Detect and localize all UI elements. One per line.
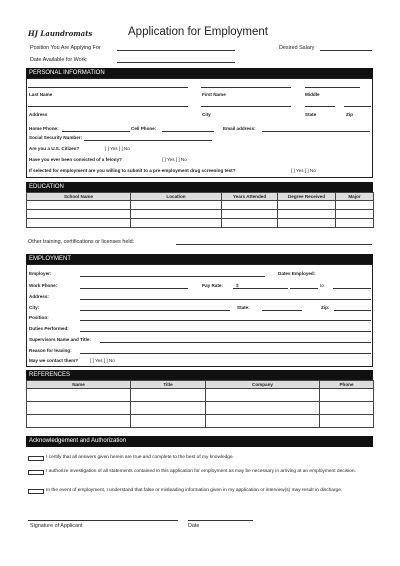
references-col-phone: Phone [320, 381, 374, 389]
felony-label: Have you ever been convicted of a felony? [29, 157, 122, 162]
emp-city-label: City: [29, 305, 40, 310]
dates-employed-label: Dates Employed: [278, 271, 316, 276]
address-label: Address [29, 112, 48, 117]
employment-heading: EMPLOYMENT [26, 254, 373, 264]
duties-field[interactable] [80, 331, 371, 332]
signature-field[interactable] [28, 520, 178, 521]
duties-label: Duties Performed: [29, 326, 69, 331]
home-phone-field[interactable] [62, 131, 130, 132]
last-name-label: Last Name [29, 92, 53, 97]
cell-phone-label: Cell Phone: [131, 126, 157, 131]
education-col-major: Major [336, 193, 374, 201]
position-held-field[interactable] [80, 320, 371, 321]
table-row[interactable] [27, 219, 374, 228]
emp-city-field[interactable] [80, 310, 230, 311]
employer-field[interactable] [80, 276, 265, 277]
education-table [26, 192, 374, 228]
zip-field[interactable] [344, 106, 371, 107]
first-name-label: First Name [202, 92, 226, 97]
references-col-name: Name [27, 381, 131, 389]
ssn-label: Social Security Number: [29, 135, 83, 140]
city-field[interactable] [201, 106, 291, 107]
pay-rate-dollar: $ [236, 283, 239, 288]
salary-label: Desired Salary [279, 45, 315, 51]
table-row[interactable] [27, 415, 374, 428]
address-field[interactable] [28, 106, 188, 107]
position-held-label: Position: [29, 315, 49, 320]
position-field[interactable] [117, 50, 235, 51]
company-logo: HJ Laundromats [28, 29, 93, 38]
date-label: Date [188, 523, 200, 529]
emp-address-label: Address: [29, 294, 49, 299]
zip-label: Zip [346, 112, 353, 117]
first-name-field[interactable] [201, 87, 291, 88]
position-label: Position You Are Applying For [30, 45, 101, 51]
contact-label: May we contact them? [29, 358, 79, 363]
education-col-years: Years Attended [222, 193, 278, 201]
drug-test-options[interactable]: [ ] Yes [ ] No [291, 168, 316, 173]
date-available-field[interactable] [117, 62, 235, 63]
middle-field[interactable] [305, 87, 360, 88]
other-training-label: Other training, certifications or licenses held: [28, 239, 135, 245]
pay-rate-field[interactable] [233, 288, 288, 289]
signature-label: Signature of Applicant [30, 523, 83, 529]
dates-from-field[interactable] [290, 288, 318, 289]
education-col-location: Location [131, 193, 222, 201]
personal-info-frame [26, 78, 373, 178]
education-col-degree: Degree Received [278, 193, 336, 201]
table-row[interactable] [27, 389, 374, 402]
emp-zip-field[interactable] [334, 310, 371, 311]
page-title: Application for Employment [128, 26, 268, 38]
state-field[interactable] [305, 106, 335, 107]
date-field[interactable] [188, 520, 253, 521]
salary-field[interactable] [320, 50, 372, 51]
other-training-field[interactable] [176, 244, 372, 245]
employer-label: Employer: [29, 271, 52, 276]
citizen-options[interactable]: [ ] Yes [ ] No [105, 146, 130, 151]
personal-info-heading: PERSONAL INFORMATION [26, 68, 373, 78]
date-available-label: Date Available for Work: [30, 57, 88, 63]
emp-address-field[interactable] [80, 299, 371, 300]
cell-phone-field[interactable] [162, 131, 214, 132]
middle-label: Middle [305, 92, 320, 97]
emp-zip-label: Zip: [321, 305, 330, 310]
supervisor-label: Supervisors Name and Title: [29, 337, 91, 342]
references-col-title: Title [131, 381, 206, 389]
references-heading: REFERENCES [26, 370, 373, 380]
employment-frame [26, 264, 373, 367]
emp-state-label: State: [237, 305, 250, 310]
table-row[interactable] [27, 210, 374, 219]
dates-to-field[interactable] [333, 288, 371, 289]
citizen-label: Are you a U.S. Citizen? [29, 146, 80, 151]
ssn-field[interactable] [84, 140, 212, 141]
ack-text-3: In the event of employment, I understand that false or misleading information given in my application or interview(s) may result in discharge. [46, 488, 343, 493]
ack-checkbox-1[interactable] [28, 456, 44, 461]
supervisor-field[interactable] [100, 342, 371, 343]
felony-options[interactable]: [ ] Yes [ ] No [162, 157, 187, 162]
pay-rate-label: Pay Rate: [202, 283, 223, 288]
reason-leaving-field[interactable] [80, 353, 371, 354]
references-table [26, 380, 374, 428]
contact-options[interactable]: [ ] Yes [ ] No [90, 358, 115, 363]
emp-state-field[interactable] [262, 310, 302, 311]
table-row[interactable] [27, 201, 374, 210]
dates-to-label: to [320, 283, 324, 288]
email-field[interactable] [262, 131, 370, 132]
ack-checkbox-3[interactable] [28, 489, 44, 494]
acknowledgement-heading: Acknowledgement and Authorization [26, 436, 373, 447]
work-phone-field[interactable] [80, 288, 188, 289]
reason-leaving-label: Reason for leaving: [29, 348, 72, 353]
email-label: Email address: [223, 126, 256, 131]
references-col-company: Company [206, 381, 320, 389]
ack-text-1: I certify that all answers given herein are true and complete to the best of my knowledge. [46, 455, 234, 460]
ack-text-2: I authorize investigation of all statements contained in this application for employment as may be necessary in arriving at an employment decision. [46, 469, 356, 474]
ack-checkbox-2[interactable] [28, 470, 44, 475]
drug-test-label: If selected for employment are you willing to submit to a pre-employment drug screening test? [29, 168, 236, 173]
state-label: State [305, 112, 317, 117]
table-row[interactable] [27, 402, 374, 415]
last-name-field[interactable] [28, 87, 188, 88]
education-col-school: School Name [27, 193, 131, 201]
city-label: City [202, 112, 211, 117]
education-heading: EDUCATION [26, 182, 373, 192]
work-phone-label: Work Phone: [29, 283, 58, 288]
home-phone-label: Home Phone: [29, 126, 59, 131]
